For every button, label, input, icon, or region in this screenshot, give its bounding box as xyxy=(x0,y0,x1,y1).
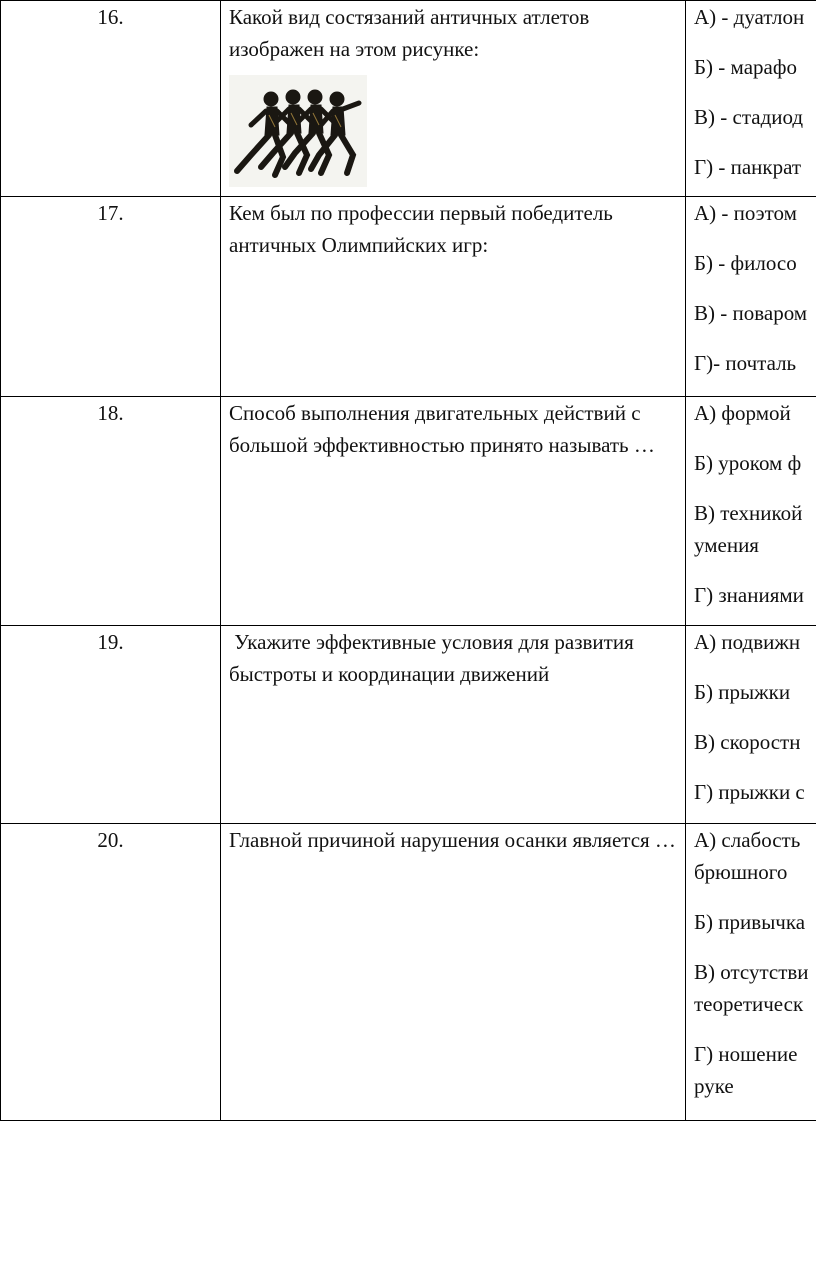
option-b: Б) привычка xyxy=(694,910,806,934)
question-number: 19. xyxy=(1,626,221,824)
option-d: Г) - панкрат xyxy=(694,155,802,179)
option-b: Б) - филосо xyxy=(694,251,797,275)
question-text: Способ выполнения двигательных действий с большой эффективностью принято называть … xyxy=(221,397,686,626)
option-c: В) - стадиод xyxy=(694,105,804,129)
question-text-cell xyxy=(221,1,686,197)
question-text: Укажите эффективные условия для развития быстроты и координации движений xyxy=(221,626,686,824)
answer-options xyxy=(686,1,816,197)
table-row xyxy=(1,1,816,197)
option-c: В) скоростн xyxy=(694,730,801,754)
option-a: А) слабость xyxy=(694,828,801,852)
option-b: Б) - марафо xyxy=(694,55,797,79)
question-number: 17. xyxy=(1,197,221,397)
option-d: Г) ношение xyxy=(694,1042,798,1066)
option-a: А) формой xyxy=(694,401,791,425)
option-d: Г)- почталь xyxy=(694,351,797,375)
table-row xyxy=(1,626,816,824)
option-a: А) - поэтом xyxy=(694,201,797,225)
answer-options xyxy=(686,197,816,397)
option-a: А) подвижн xyxy=(694,630,801,654)
table-row xyxy=(1,197,816,397)
question-number: 16. xyxy=(1,1,221,197)
running-athletes-icon xyxy=(229,75,367,187)
table-row xyxy=(1,824,816,1121)
option-c: В) - поваром xyxy=(694,301,808,325)
option-c-continued: теоретическ xyxy=(694,992,804,1016)
option-c: В) отсутстви xyxy=(694,960,809,984)
option-d-continued: руке xyxy=(694,1074,734,1098)
question-text: Какой вид состязаний античных атлетов изображен на этом рисунке: xyxy=(229,5,590,61)
option-c: В) техникой xyxy=(694,501,803,525)
option-a-continued: брюшного xyxy=(694,860,788,884)
option-d: Г) знаниями xyxy=(694,583,804,607)
option-a: А) - дуатлон xyxy=(694,5,805,29)
question-text: Главной причиной нарушения осанки является … xyxy=(221,824,686,1121)
answer-options xyxy=(686,626,816,824)
question-number: 18. xyxy=(1,397,221,626)
table-row xyxy=(1,397,816,626)
question-text: Кем был по профессии первый победитель античных Олимпийских игр: xyxy=(221,197,686,397)
answer-options xyxy=(686,397,816,626)
option-b: Б) прыжки xyxy=(694,680,791,704)
answer-options xyxy=(686,824,816,1121)
option-c-continued: умения xyxy=(694,533,759,557)
option-d: Г) прыжки с xyxy=(694,780,805,804)
option-b: Б) уроком ф xyxy=(694,451,802,475)
question-number: 20. xyxy=(1,824,221,1121)
